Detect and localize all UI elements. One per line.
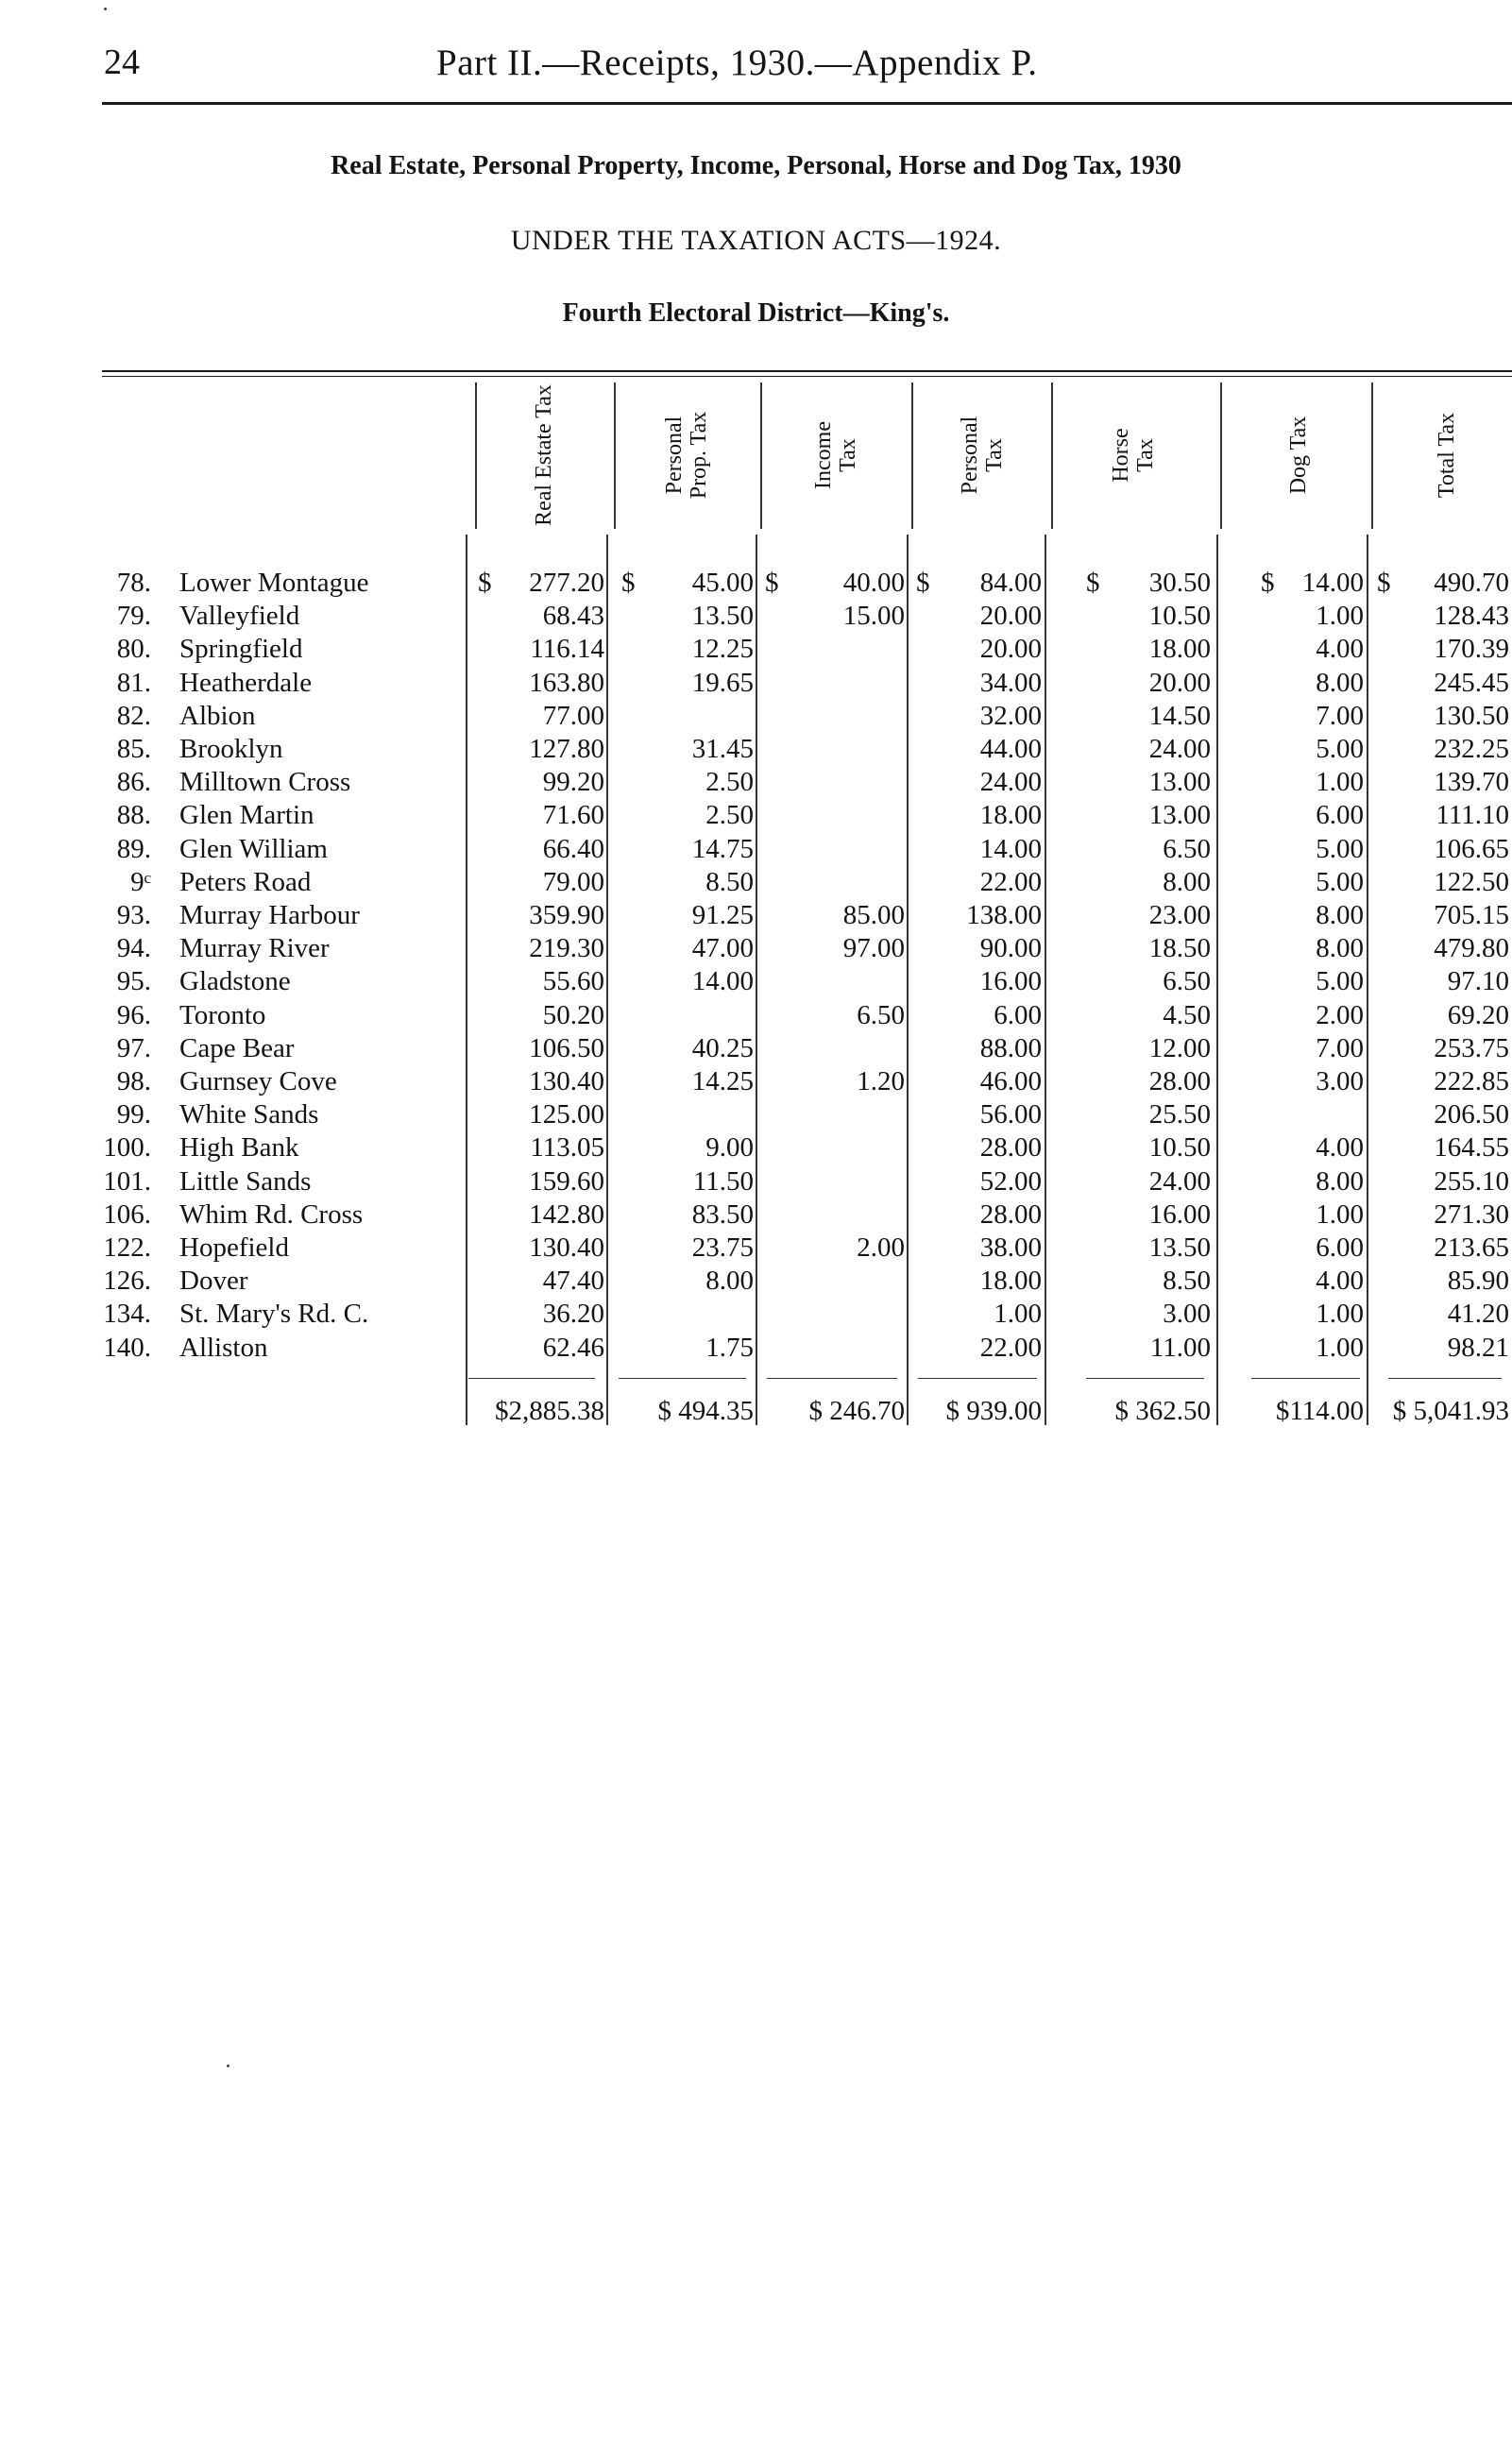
tax-cell-real-estate: 113.05 (530, 1132, 604, 1164)
row-number: 80. (116, 634, 151, 665)
tax-cell-dog: 6.00 (1316, 1232, 1364, 1263)
row-number: 97. (116, 1032, 151, 1063)
running-title: Part II.—Receipts, 1930.—Appendix P. (436, 42, 1038, 83)
tax-cell-real-estate: 127.80 (529, 734, 604, 764)
place-name: Little Sands (179, 1165, 312, 1197)
row-number: 93. (116, 900, 151, 930)
tax-cell-dog: 1.00 (1316, 601, 1364, 632)
tax-cell-dog: 5.00 (1316, 866, 1364, 897)
tax-cell-horse: 12.00 (1148, 1032, 1211, 1063)
tax-cell-horse: 25.50 (1148, 1099, 1211, 1130)
tax-cell-total: 130.50 (1434, 700, 1509, 731)
tax-cell-personal-prop: 2.50 (705, 800, 754, 831)
tax-cell-real-estate: 125.00 (529, 1099, 604, 1130)
tax-cell-real-estate: 71.60 (542, 800, 604, 831)
dollar-sign: $ (916, 568, 930, 598)
row-number: 79. (116, 601, 151, 632)
tax-cell-horse: 20.00 (1148, 667, 1211, 698)
tax-cell-total: 255.10 (1434, 1165, 1509, 1197)
tax-cell-dog: 7.00 (1316, 700, 1364, 731)
tax-cell-real-estate: 219.30 (529, 933, 604, 964)
tax-cell-dog: 2.00 (1316, 999, 1364, 1030)
total-cell-dog: $114.00 (1275, 1395, 1364, 1426)
tax-cell-total: 170.39 (1434, 634, 1509, 665)
tax-cell-total: 213.65 (1434, 1232, 1509, 1263)
tax-cell-total: 232.25 (1434, 734, 1509, 764)
row-number: 89. (116, 833, 151, 864)
tax-cell-personal-prop: 91.25 (691, 900, 754, 930)
place-name: Cape Bear (179, 1032, 295, 1063)
tax-cell-real-estate: 142.80 (529, 1198, 604, 1230)
sum-rule (1086, 1378, 1204, 1380)
tax-cell-horse: 24.00 (1148, 734, 1211, 764)
place-name: Springfield (179, 634, 303, 665)
tax-cell-personal-prop: 14.00 (691, 966, 754, 997)
tax-cell-total: 479.80 (1434, 933, 1509, 964)
place-name: Milltown Cross (179, 767, 351, 798)
place-name: Valleyfield (179, 601, 300, 632)
tax-cell-horse: 18.00 (1148, 634, 1211, 665)
tax-cell-personal: 32.00 (979, 700, 1042, 731)
tax-cell-personal: 88.00 (979, 1032, 1042, 1063)
place-name: Glen Martin (179, 800, 314, 831)
tax-cell-real-estate: 68.43 (542, 601, 604, 632)
tax-cell-personal: 16.00 (979, 966, 1042, 997)
tax-cell-dog: 14.00 (1301, 568, 1364, 598)
place-name: Lower Montague (179, 568, 369, 598)
tax-cell-horse: 24.00 (1148, 1165, 1211, 1197)
tax-cell-personal: 22.00 (979, 1332, 1042, 1363)
tax-cell-personal: 6.00 (994, 999, 1042, 1030)
tax-cell-income: 6.50 (857, 999, 905, 1030)
tax-cell-personal-prop: 9.00 (705, 1132, 754, 1164)
tax-cell-horse: 8.00 (1163, 866, 1211, 897)
tax-cell-dog: 5.00 (1316, 833, 1364, 864)
total-cell-income: $ 246.70 (808, 1395, 905, 1426)
row-number: 140. (103, 1332, 151, 1363)
tax-cell-income: 2.00 (857, 1232, 905, 1263)
tax-cell-dog: 8.00 (1316, 667, 1364, 698)
place-name: Albion (179, 700, 256, 731)
tax-cell-personal: 90.00 (979, 933, 1042, 964)
tax-cell-income: 97.00 (842, 933, 905, 964)
place-name: Alliston (179, 1332, 268, 1363)
tax-cell-horse: 10.50 (1148, 601, 1211, 632)
tax-cell-income: 15.00 (842, 601, 905, 632)
row-number: 82. (116, 700, 151, 731)
tax-cell-income: 85.00 (842, 900, 905, 930)
row-number: 88. (116, 800, 151, 831)
page-number: 24 (104, 42, 140, 82)
tax-cell-real-estate: 50.20 (542, 999, 604, 1030)
tax-cell-real-estate: 130.40 (529, 1066, 604, 1096)
tax-cell-horse: 23.00 (1148, 900, 1211, 930)
row-number: 122. (103, 1232, 151, 1263)
sum-rule (918, 1378, 1037, 1380)
scan-speck (104, 8, 107, 10)
tax-cell-personal: 20.00 (979, 601, 1042, 632)
tax-cell-personal-prop: 83.50 (691, 1198, 754, 1230)
dollar-sign: $ (765, 568, 779, 598)
tax-cell-horse: 28.00 (1148, 1066, 1211, 1096)
sum-rule (1251, 1378, 1360, 1380)
tax-cell-real-estate: 55.60 (542, 966, 604, 997)
tax-cell-personal: 20.00 (979, 634, 1042, 665)
tax-cell-real-estate: 163.80 (529, 667, 604, 698)
tax-cell-dog: 7.00 (1316, 1032, 1364, 1063)
row-number: 96. (116, 999, 151, 1030)
tax-cell-total: 271.30 (1434, 1198, 1509, 1230)
place-name: Toronto (179, 999, 266, 1030)
tax-cell-total: 705.15 (1434, 900, 1509, 930)
tax-cell-real-estate: 36.20 (542, 1299, 604, 1330)
tax-cell-dog: 3.00 (1316, 1066, 1364, 1096)
tax-cell-real-estate: 66.40 (542, 833, 604, 864)
district-title: Fourth Electoral District—King's. (562, 298, 950, 328)
total-cell-personal: $ 939.00 (945, 1395, 1042, 1426)
tax-cell-total: 128.43 (1434, 601, 1509, 632)
sum-rule (619, 1378, 746, 1380)
tax-cell-dog: 8.00 (1316, 900, 1364, 930)
tax-cell-dog: 5.00 (1316, 734, 1364, 764)
tax-cell-real-estate: 277.20 (529, 568, 604, 598)
tax-cell-dog: 4.00 (1316, 1132, 1364, 1164)
tax-cell-personal-prop: 1.75 (705, 1332, 754, 1363)
tax-cell-dog: 1.00 (1316, 767, 1364, 798)
row-number: 100. (103, 1132, 151, 1164)
tax-cell-horse: 6.50 (1163, 833, 1211, 864)
tax-cell-personal: 34.00 (979, 667, 1042, 698)
tax-cell-total: 111.10 (1436, 800, 1509, 831)
column-rule (1367, 535, 1368, 1425)
tax-cell-total: 122.50 (1434, 866, 1509, 897)
tax-cell-personal-prop: 14.25 (691, 1066, 754, 1096)
place-name: Gladstone (179, 966, 291, 997)
scan-speck (227, 2065, 229, 2067)
column-rule (1045, 535, 1046, 1425)
total-cell-real-estate: $2,885.38 (495, 1395, 604, 1426)
tax-cell-total: 139.70 (1434, 767, 1509, 798)
dollar-sign: $ (478, 568, 492, 598)
tax-cell-total: 490.70 (1434, 568, 1509, 598)
place-name: White Sands (179, 1099, 319, 1130)
tax-cell-horse: 16.00 (1148, 1198, 1211, 1230)
table-title: Real Estate, Personal Property, Income, Personal, Horse and Dog Tax, 1930 (331, 151, 1181, 180)
tax-cell-real-estate: 130.40 (529, 1232, 604, 1263)
total-cell-total: $ 5,041.93 (1392, 1395, 1509, 1426)
tax-cell-personal: 52.00 (979, 1165, 1042, 1197)
row-number: 95. (116, 966, 151, 997)
tax-cell-real-estate: 116.14 (530, 634, 604, 665)
tax-cell-horse: 10.50 (1148, 1132, 1211, 1164)
tax-cell-personal-prop: 11.50 (692, 1165, 754, 1197)
row-number: 86. (116, 767, 151, 798)
sum-rule (1388, 1378, 1502, 1380)
place-name: Heatherdale (179, 667, 313, 698)
tax-cell-dog: 8.00 (1316, 933, 1364, 964)
tax-cell-personal-prop: 2.50 (705, 767, 754, 798)
tax-cell-dog: 4.00 (1316, 1266, 1364, 1297)
tax-cell-horse: 18.50 (1148, 933, 1211, 964)
place-name: Hopefield (179, 1232, 289, 1263)
place-name: Murray River (179, 933, 330, 964)
tax-cell-personal: 28.00 (979, 1132, 1042, 1164)
tax-cell-dog: 6.00 (1316, 800, 1364, 831)
tax-cell-horse: 8.50 (1163, 1266, 1211, 1297)
dollar-sign: $ (1377, 568, 1391, 598)
tax-cell-personal: 28.00 (979, 1198, 1042, 1230)
tax-cell-total: 245.45 (1434, 667, 1509, 698)
tax-cell-real-estate: 99.20 (542, 767, 604, 798)
tax-cell-horse: 30.50 (1148, 568, 1211, 598)
tax-cell-personal-prop: 40.25 (691, 1032, 754, 1063)
tax-cell-dog: 1.00 (1316, 1299, 1364, 1330)
tax-cell-horse: 11.00 (1149, 1332, 1211, 1363)
tax-cell-real-estate: 106.50 (529, 1032, 604, 1063)
tax-cell-personal: 138.00 (966, 900, 1042, 930)
tax-cell-total: 206.50 (1434, 1099, 1509, 1130)
tax-cell-dog: 5.00 (1316, 966, 1364, 997)
tax-cell-real-estate: 159.60 (529, 1165, 604, 1197)
tax-cell-total: 97.10 (1447, 966, 1509, 997)
table-subtitle: UNDER THE TAXATION ACTS—1924. (510, 225, 1002, 256)
sum-rule (468, 1378, 595, 1380)
tax-cell-income: 40.00 (842, 568, 905, 598)
tax-cell-personal: 56.00 (979, 1099, 1042, 1130)
tax-cell-personal: 22.00 (979, 866, 1042, 897)
place-name: High Bank (179, 1132, 299, 1164)
tax-cell-dog: 8.00 (1316, 1165, 1364, 1197)
row-number: 106. (103, 1198, 151, 1230)
tax-cell-horse: 13.50 (1148, 1232, 1211, 1263)
tax-cell-total: 98.21 (1447, 1332, 1509, 1363)
column-rule (907, 535, 909, 1425)
place-name: Murray Harbour (179, 900, 360, 930)
tax-cell-horse: 13.00 (1148, 767, 1211, 798)
row-number: 85. (116, 734, 151, 764)
row-number: 101. (103, 1165, 151, 1197)
tax-cell-personal-prop: 45.00 (691, 568, 754, 598)
tax-cell-horse: 13.00 (1148, 800, 1211, 831)
place-name: Gurnsey Cove (179, 1066, 337, 1096)
column-rule (606, 535, 608, 1425)
tax-cell-personal: 1.00 (994, 1299, 1042, 1330)
place-name: Glen William (179, 833, 328, 864)
row-number: 81. (116, 667, 151, 698)
tax-cell-total: 106.65 (1434, 833, 1509, 864)
row-number: 99. (116, 1099, 151, 1130)
tax-cell-personal-prop: 13.50 (691, 601, 754, 632)
tax-cell-total: 85.90 (1447, 1266, 1509, 1297)
tax-cell-total: 41.20 (1447, 1299, 1509, 1330)
column-rule (1216, 535, 1218, 1425)
tax-cell-real-estate: 79.00 (542, 866, 604, 897)
tax-cell-total: 69.20 (1447, 999, 1509, 1030)
place-name: Peters Road (179, 866, 312, 897)
tax-cell-horse: 14.50 (1148, 700, 1211, 731)
place-name: St. Mary's Rd. C. (179, 1299, 369, 1330)
tax-cell-horse: 3.00 (1163, 1299, 1211, 1330)
tax-cell-dog: 4.00 (1316, 634, 1364, 665)
column-rule (466, 535, 467, 1425)
tax-cell-horse: 6.50 (1163, 966, 1211, 997)
dollar-sign: $ (1086, 568, 1100, 598)
tax-cell-personal-prop: 47.00 (691, 933, 754, 964)
tax-cell-personal-prop: 19.65 (691, 667, 754, 698)
tax-cell-horse: 4.50 (1163, 999, 1211, 1030)
tax-cell-total: 222.85 (1434, 1066, 1509, 1096)
tax-cell-personal: 14.00 (979, 833, 1042, 864)
dollar-sign: $ (1261, 568, 1275, 598)
tax-cell-personal: 18.00 (979, 800, 1042, 831)
row-number: 126. (103, 1266, 151, 1297)
tax-cell-personal-prop: 8.00 (705, 1266, 754, 1297)
place-name: Brooklyn (179, 734, 283, 764)
tax-cell-income: 1.20 (857, 1066, 905, 1096)
tax-cell-personal: 84.00 (979, 568, 1042, 598)
tax-cell-personal: 24.00 (979, 767, 1042, 798)
tax-cell-real-estate: 47.40 (542, 1266, 604, 1297)
tax-cell-personal: 38.00 (979, 1232, 1042, 1263)
row-number: 78. (116, 568, 151, 598)
tax-cell-personal: 46.00 (979, 1066, 1042, 1096)
tax-cell-personal: 18.00 (979, 1266, 1042, 1297)
tax-cell-dog: 1.00 (1316, 1198, 1364, 1230)
tax-cell-dog: 1.00 (1316, 1332, 1364, 1363)
tax-cell-personal-prop: 23.75 (691, 1232, 754, 1263)
row-number: 94. (116, 933, 151, 964)
place-name: Dover (179, 1266, 248, 1297)
place-name: Whim Rd. Cross (179, 1198, 364, 1230)
row-number: 98. (116, 1066, 151, 1096)
tax-cell-personal: 44.00 (979, 734, 1042, 764)
dollar-sign: $ (621, 568, 636, 598)
tax-cell-total: 253.75 (1434, 1032, 1509, 1063)
row-number: 134. (103, 1299, 151, 1330)
tax-cell-real-estate: 62.46 (542, 1332, 604, 1363)
tax-cell-personal-prop: 12.25 (691, 634, 754, 665)
tax-cell-real-estate: 77.00 (542, 700, 604, 731)
tax-cell-real-estate: 359.90 (529, 900, 604, 930)
total-cell-horse: $ 362.50 (1114, 1395, 1211, 1426)
tax-cell-personal-prop: 8.50 (705, 866, 754, 897)
tax-cell-total: 164.55 (1434, 1132, 1509, 1164)
column-rule (756, 535, 757, 1425)
tax-cell-personal-prop: 14.75 (691, 833, 754, 864)
total-cell-personal-prop: $ 494.35 (657, 1395, 754, 1426)
row-number: 9ᶜ (130, 866, 151, 897)
tax-cell-personal-prop: 31.45 (691, 734, 754, 764)
sum-rule (767, 1378, 897, 1380)
